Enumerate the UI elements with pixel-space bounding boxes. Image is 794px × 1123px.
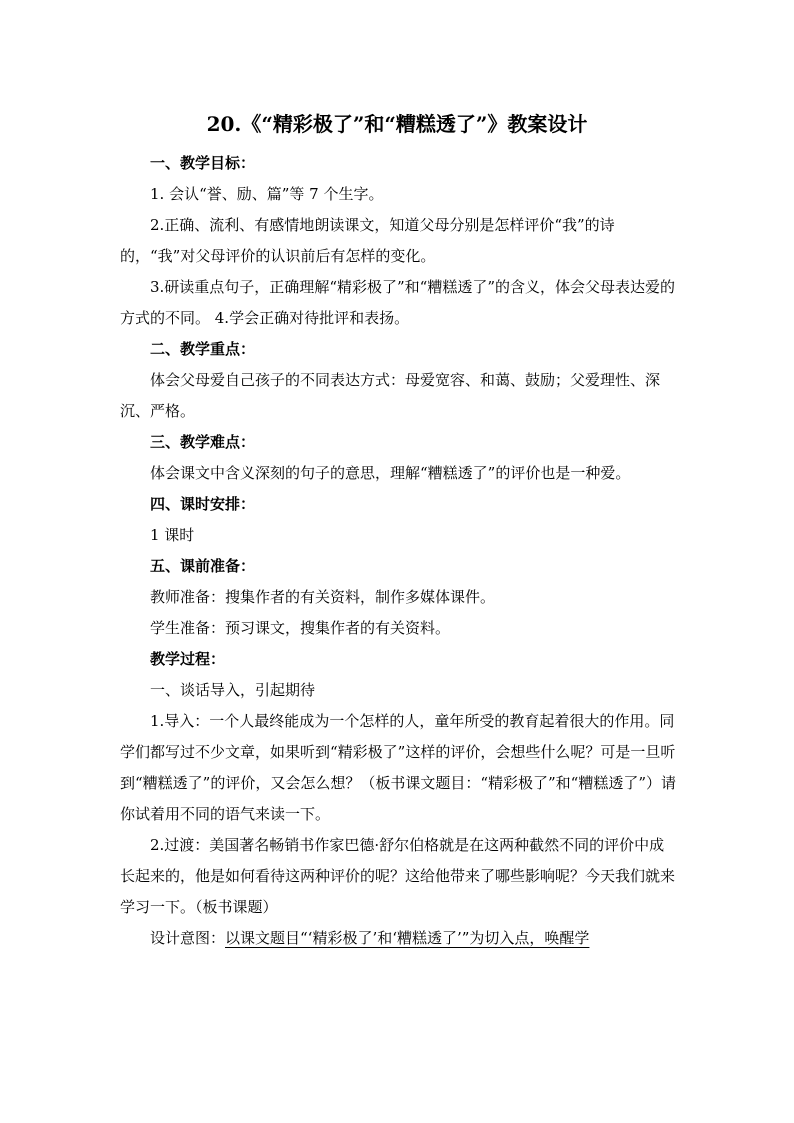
step1-title: 一、谈话导入，引起期待 (150, 681, 316, 699)
goal-item-2: 2.正确、流利、有感情地朗读课文，知道父母分别是怎样评价“我”的诗的，“我”对父母评价的认识前后有怎样的变化。 (120, 216, 615, 265)
page-title: 20.《“精彩极了”和“糟糕透了”》教案设计 (206, 112, 588, 136)
key-points-text: 体会父母爱自己孩子的不同表达方式：母爱宽容、和蔼、鼓励；父爱理性、深沉、严格。 (120, 371, 661, 420)
document-body (120, 148, 676, 954)
goal-item-1: 1. 会认“誉、励、篇”等 7 个生字。 (150, 185, 384, 203)
step1-item-1: 1.导入：一个人最终能成为一个怎样的人，童年所受的教育起着很大的作用。同学们都写过不少文章，如果听到“精彩极了”这样的评价，会想些什么呢？可是一旦听到“糟糕透了”的评价，又会怎么想？（板书课文题目：“精彩极了”和“糟糕透了”）请你试着用不同的语气来读一下。 (120, 712, 677, 823)
step1-item-2: 2.过渡：美国著名畅销书作家巴德·舒尔伯格就是在这两种截然不同的评价中成长起来的，他是如何看待这两种评价的呢？这给他带来了哪些影响呢？今天我们就来学习一下。（板书课题） (120, 836, 676, 916)
section-heading-process: 教学过程： (150, 650, 226, 668)
section-heading-goals: 一、教学目标： (150, 154, 256, 172)
design-intent-label: 设计意图： (150, 929, 226, 947)
goal-item-3: 3.研读重点句子，正确理解“精彩极了”和“糟糕透了”的含义，体会父母表达爱的方式的不同。 4.学会正确对待批评和表扬。 (120, 278, 675, 327)
design-intent (120, 923, 676, 954)
section-heading-preparation: 五、课前准备： (150, 557, 256, 575)
section-heading-difficulty: 三、教学难点： (150, 433, 256, 451)
difficulty-text: 体会课文中含义深刻的句子的意思，理解“糟糕透了”的评价也是一种爱。 (150, 464, 631, 482)
prep-student: 学生准备：预习课文，搜集作者的有关资料。 (150, 619, 451, 637)
schedule-text: 1 课时 (150, 526, 195, 544)
section-heading-key-points: 二、教学重点： (150, 340, 256, 358)
prep-teacher: 教师准备：搜集作者的有关资料，制作多媒体课件。 (150, 588, 496, 606)
design-intent-text: 以课文题目“‘精彩极了’和‘糟糕透了’”为切入点，唤醒学 (225, 929, 590, 947)
section-heading-schedule: 四、课时安排： (150, 495, 256, 513)
